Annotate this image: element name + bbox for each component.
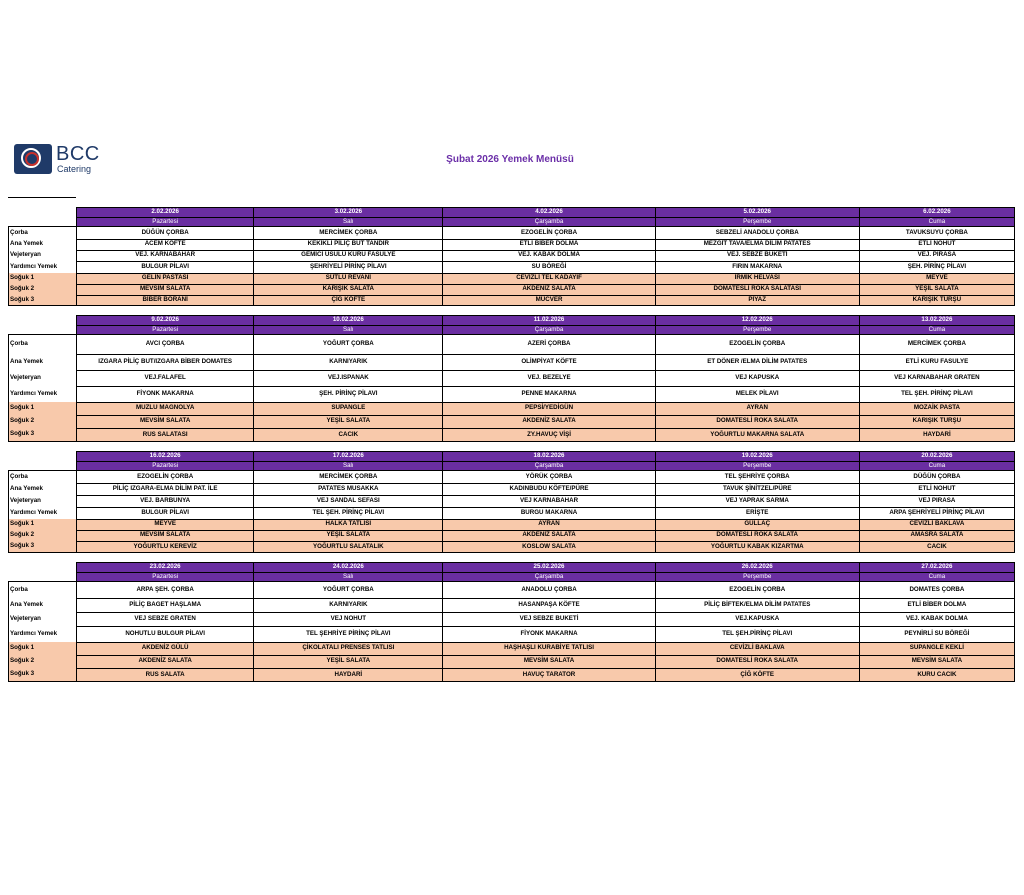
menu-item: AMASRA SALATA: [859, 530, 1014, 541]
menu-item: HAŞHAŞLI KURABİYE TATLISI: [443, 642, 655, 655]
menu-item: NOHUTLU BULGUR PİLAVI: [77, 626, 254, 642]
date-header: 20.02.2026: [859, 452, 1014, 462]
menu-item: KEKİKLİ PİLİÇ BUT TANDIR: [254, 239, 443, 250]
menu-row: [9, 239, 1015, 250]
menu-item: SUPANGLE: [254, 402, 443, 415]
menu-item: YOĞURT ÇORBA: [254, 335, 443, 355]
day-header: Çarşamba: [443, 573, 655, 582]
day-header: Pazartesi: [77, 326, 254, 335]
menu-item: RUS SALATA: [77, 668, 254, 682]
menu-row: [9, 471, 1015, 484]
row-label: Soğuk 3: [9, 295, 77, 306]
menu-item: VEJ. BARBUNYA: [77, 495, 254, 507]
menu-row: [9, 598, 1015, 612]
menu-item: HAYDARİ: [254, 668, 443, 682]
menu-row: [9, 541, 1015, 553]
menu-item: KARNIYARIK: [254, 598, 443, 612]
menu-item: AVCI ÇORBA: [77, 335, 254, 355]
row-label: Soğuk 1: [9, 273, 77, 284]
menu-item: DOMATESLİ ROKA SALATA: [655, 415, 859, 428]
menu-item: VEJ PIRASA: [859, 495, 1014, 507]
menu-item: TEL ŞEH. PİRİNÇ PİLAVI: [254, 507, 443, 519]
menu-row: [9, 495, 1015, 507]
date-header: 12.02.2026: [655, 316, 859, 326]
menu-item: FİYONK MAKARNA: [443, 626, 655, 642]
row-label: Soğuk 3: [9, 428, 77, 442]
day-header: Perşembe: [655, 326, 859, 335]
menu-item: YOĞURTLU KEREVİZ: [77, 541, 254, 553]
row-label: Ana Yemek: [9, 354, 77, 370]
menu-item: MOZAİK PASTA: [859, 402, 1014, 415]
menu-item: VEJ. SEBZE BUKETİ: [655, 250, 859, 261]
menu-item: ETLİ BİBER DOLMA: [443, 239, 655, 250]
menu-row: [9, 402, 1015, 415]
day-header: Pazartesi: [77, 573, 254, 582]
menu-item: VEJ NOHUT: [254, 612, 443, 626]
day-header: Çarşamba: [443, 326, 655, 335]
week-table: [8, 207, 1015, 306]
menu-item: KARIŞIK SALATA: [254, 284, 443, 295]
date-header: 17.02.2026: [254, 452, 443, 462]
menu-item: VEJ KARNABAHAR GRATEN: [859, 370, 1014, 386]
menu-item: VEJ. PIRASA: [859, 250, 1014, 261]
menu-item: SUPANGLE KEKLİ: [859, 642, 1014, 655]
menu-item: TEL ŞEHRİYE PİRİNÇ PİLAVI: [254, 626, 443, 642]
menu-item: YEŞİL SALATA: [254, 530, 443, 541]
page-title: Şubat 2026 Yemek Menüsü: [446, 154, 574, 165]
row-label: Soğuk 2: [9, 284, 77, 295]
menu-row: [9, 519, 1015, 530]
menu-item: AZERİ ÇORBA: [443, 335, 655, 355]
row-label: Çorba: [9, 335, 77, 355]
menu-item: KADINBUDU KÖFTE/PÜRE: [443, 483, 655, 495]
menu-item: MELEK PİLAVI: [655, 386, 859, 402]
menu-item: VEJ.FALAFEL: [77, 370, 254, 386]
menu-row: [9, 626, 1015, 642]
row-label: Yardımcı Yemek: [9, 626, 77, 642]
menu-item: VEJ. BEZELYE: [443, 370, 655, 386]
date-header: 18.02.2026: [443, 452, 655, 462]
menu-item: KARIŞIK TURŞU: [859, 415, 1014, 428]
date-header: 2.02.2026: [77, 208, 254, 218]
menu-item: VEJ.ISPANAK: [254, 370, 443, 386]
menu-row: [9, 335, 1015, 355]
date-header: 10.02.2026: [254, 316, 443, 326]
menu-row: [9, 642, 1015, 655]
menu-row: [9, 370, 1015, 386]
menu-item: VEJ KAPUSKA: [655, 370, 859, 386]
date-header: 26.02.2026: [655, 563, 859, 573]
menu-item: PATATES MUSAKKA: [254, 483, 443, 495]
menu-item: ARPA ŞEHRİYELİ PİRİNÇ PİLAVI: [859, 507, 1014, 519]
menu-item: MEVSİM SALATA: [77, 415, 254, 428]
menu-item: MEVSİM SALATA: [77, 284, 254, 295]
menu-item: ANADOLU ÇORBA: [443, 582, 655, 599]
row-label: Çorba: [9, 471, 77, 484]
menu-row: [9, 386, 1015, 402]
menu-item: GELİN PASTASI: [77, 273, 254, 284]
brand-logo: [14, 144, 114, 176]
row-label: Soğuk 1: [9, 402, 77, 415]
menu-item: HAVUÇ TARATOR: [443, 668, 655, 682]
menu-item: DOMATESLİ ROKA SALATA: [655, 530, 859, 541]
menu-row: [9, 582, 1015, 599]
menu-item: YEŞİL SALATA: [254, 415, 443, 428]
row-label: Vejeteryan: [9, 250, 77, 261]
menu-item: KURU CACIK: [859, 668, 1014, 682]
menu-item: SÜTLÜ REVANİ: [254, 273, 443, 284]
row-label: Soğuk 1: [9, 642, 77, 655]
week-table: [8, 315, 1015, 442]
menu-item: VEJ. KABAK DOLMA: [443, 250, 655, 261]
menu-item: ÇİĞ KÖFTE: [254, 295, 443, 306]
menu-row: [9, 655, 1015, 668]
menu-item: ŞEHRİYELİ PİRİNÇ PİLAVI: [254, 261, 443, 273]
menu-item: YOĞURTLU MAKARNA SALATA: [655, 428, 859, 442]
menu-item: VEJ KARNABAHAR: [443, 495, 655, 507]
date-header: 3.02.2026: [254, 208, 443, 218]
menu-item: PİLİÇ BİFTEK/ELMA DİLİM PATATES: [655, 598, 859, 612]
date-header: 5.02.2026: [655, 208, 859, 218]
menu-item: VEJ SEBZE GRATEN: [77, 612, 254, 626]
menu-item: EZOGELİN ÇORBA: [655, 582, 859, 599]
day-header: Cuma: [859, 462, 1014, 471]
menu-item: SU BÖREĞİ: [443, 261, 655, 273]
menu-item: VEJ SANDAL SEFASI: [254, 495, 443, 507]
day-header: Salı: [254, 462, 443, 471]
menu-item: TAVUKSUYU ÇORBA: [859, 227, 1014, 240]
menu-item: VEJ.KAPUSKA: [655, 612, 859, 626]
date-header: 24.02.2026: [254, 563, 443, 573]
menu-item: ŞEH. PİRİNÇ PİLAVI: [859, 261, 1014, 273]
menu-item: BULGUR PİLAVI: [77, 507, 254, 519]
day-header: Salı: [254, 218, 443, 227]
row-label: Vejeteryan: [9, 495, 77, 507]
menu-item: AKDENİZ SALATA: [443, 415, 655, 428]
menu-item: RUS SALATASI: [77, 428, 254, 442]
menu-item: BURGU MAKARNA: [443, 507, 655, 519]
menu-item: AKDENİZ SALATA: [77, 655, 254, 668]
menu-item: İRMİK HELVASI: [655, 273, 859, 284]
row-label: Çorba: [9, 227, 77, 240]
menu-item: KOSLOW SALATA: [443, 541, 655, 553]
menu-item: ÇİKOLATALI PRENSES TATLISI: [254, 642, 443, 655]
week-table: [8, 562, 1015, 682]
row-label: Ana Yemek: [9, 483, 77, 495]
menu-item: FİYONK MAKARNA: [77, 386, 254, 402]
date-header: 27.02.2026: [859, 563, 1014, 573]
menu-item: ARPA ŞEH. ÇORBA: [77, 582, 254, 599]
menu-item: SEBZELİ ANADOLU ÇORBA: [655, 227, 859, 240]
menu-row: [9, 295, 1015, 306]
menu-item: HAYDARİ: [859, 428, 1014, 442]
row-label: Yardımcı Yemek: [9, 386, 77, 402]
menu-item: MEYVE: [859, 273, 1014, 284]
date-header: 25.02.2026: [443, 563, 655, 573]
menu-item: MUZLU MAGNOLYA: [77, 402, 254, 415]
day-header: Pazartesi: [77, 462, 254, 471]
menu-item: MERCİMEK ÇORBA: [859, 335, 1014, 355]
day-header: Pazartesi: [77, 218, 254, 227]
menu-item: PİYAZ: [655, 295, 859, 306]
logo-name: BCC: [56, 143, 100, 165]
menu-item: AKDENİZ SALATA: [443, 284, 655, 295]
day-header: Salı: [254, 573, 443, 582]
menu-item: EZOGELİN ÇORBA: [77, 471, 254, 484]
menu-item: MEVSİM SALATA: [77, 530, 254, 541]
menu-item: YOĞURTLU KABAK KIZARTMA: [655, 541, 859, 553]
day-header: Cuma: [859, 218, 1014, 227]
menu-item: ET DÖNER /ELMA DİLİM PATATES: [655, 354, 859, 370]
menu-row: [9, 668, 1015, 682]
row-label: Soğuk 2: [9, 415, 77, 428]
menu-item: EZOGELİN ÇORBA: [655, 335, 859, 355]
menu-item: CEVİZLİ TEL KADAYIF: [443, 273, 655, 284]
menu-item: VEJ SEBZE BUKETİ: [443, 612, 655, 626]
menu-row: [9, 415, 1015, 428]
day-header: Cuma: [859, 573, 1014, 582]
menu-row: [9, 250, 1015, 261]
row-label: Çorba: [9, 582, 77, 599]
menu-item: MEZGİT TAVA/ELMA DİLİM PATATES: [655, 239, 859, 250]
date-header: 4.02.2026: [443, 208, 655, 218]
logo-emblem-icon: [14, 144, 52, 174]
menu-item: ERİŞTE: [655, 507, 859, 519]
menu-item: AKDENİZ SALATA: [443, 530, 655, 541]
date-header: 9.02.2026: [77, 316, 254, 326]
menu-row: [9, 530, 1015, 541]
menu-row: [9, 261, 1015, 273]
menu-item: ETLİ NOHUT: [859, 239, 1014, 250]
logo-subtitle: Catering: [57, 164, 92, 174]
menu-item: ÇİĞ KÖFTE: [655, 668, 859, 682]
menu-item: TEL ŞEHRİYE ÇORBA: [655, 471, 859, 484]
menu-item: YOĞURT ÇORBA: [254, 582, 443, 599]
menu-item: VEJ. KARNABAHAR: [77, 250, 254, 261]
menu-item: MERCİMEK ÇORBA: [254, 227, 443, 240]
row-label: Yardımcı Yemek: [9, 261, 77, 273]
menu-item: CACIK: [859, 541, 1014, 553]
menu-item: PİLİÇ BAGET HAŞLAMA: [77, 598, 254, 612]
week-table: [8, 451, 1015, 553]
menu-item: CEVİZLİ BAKLAVA: [859, 519, 1014, 530]
menu-item: DOMATESLİ ROKA SALATA: [655, 655, 859, 668]
row-label: Soğuk 1: [9, 519, 77, 530]
menu-item: DÜĞÜN ÇORBA: [77, 227, 254, 240]
menu-item: MEVSİM SALATA: [443, 655, 655, 668]
menu-item: PENNE MAKARNA: [443, 386, 655, 402]
menu-item: OLİMPİYAT KÖFTE: [443, 354, 655, 370]
menu-item: PİLİÇ IZGARA-ELMA DİLİM PAT. İLE: [77, 483, 254, 495]
menu-item: MERCİMEK ÇORBA: [254, 471, 443, 484]
date-header: 16.02.2026: [77, 452, 254, 462]
menu-item: PEYNİRLİ SU BÖREĞİ: [859, 626, 1014, 642]
menu-row: [9, 428, 1015, 442]
day-header: Perşembe: [655, 573, 859, 582]
menu-item: GEMİCİ USULÜ KURU FASULYE: [254, 250, 443, 261]
menu-item: YEŞİL SALATA: [254, 655, 443, 668]
day-header: Perşembe: [655, 462, 859, 471]
menu-item: PEPSİ/YEDİGÜN: [443, 402, 655, 415]
date-header: 6.02.2026: [859, 208, 1014, 218]
row-label: Soğuk 2: [9, 655, 77, 668]
menu-item: ŞEH. PİRİNÇ PİLAVI: [254, 386, 443, 402]
menu-item: KARIŞIK TURŞU: [859, 295, 1014, 306]
menu-item: MEYVE: [77, 519, 254, 530]
menu-item: AYRAN: [443, 519, 655, 530]
menu-item: ACEM KÖFTE: [77, 239, 254, 250]
menu-item: TEL ŞEH.PİRİNÇ PİLAVI: [655, 626, 859, 642]
menu-item: CEVİZLİ BAKLAVA: [655, 642, 859, 655]
divider-line: [8, 197, 76, 198]
menu-item: EZOGELİN ÇORBA: [443, 227, 655, 240]
menu-row: [9, 354, 1015, 370]
day-header: Çarşamba: [443, 462, 655, 471]
menu-item: HASANPAŞA KÖFTE: [443, 598, 655, 612]
menu-item: ZY.HAVUÇ VİŞİ: [443, 428, 655, 442]
menu-item: IZGARA PİLİÇ BUT/IZGARA BİBER DOMATES: [77, 354, 254, 370]
date-header: 13.02.2026: [859, 316, 1014, 326]
day-header: Salı: [254, 326, 443, 335]
date-header: 23.02.2026: [77, 563, 254, 573]
menu-row: [9, 273, 1015, 284]
menu-item: MÜCVER: [443, 295, 655, 306]
menu-item: AKDENİZ GÜLÜ: [77, 642, 254, 655]
menu-item: YEŞİL SALATA: [859, 284, 1014, 295]
row-label: Vejeteryan: [9, 612, 77, 626]
date-header: 11.02.2026: [443, 316, 655, 326]
menu-item: DOMATESLİ ROKA SALATASI: [655, 284, 859, 295]
date-header: 19.02.2026: [655, 452, 859, 462]
menu-item: HALKA TATLISI: [254, 519, 443, 530]
menu-item: CACIK: [254, 428, 443, 442]
menu-item: ETLİ KURU FASULYE: [859, 354, 1014, 370]
menu-item: AYRAN: [655, 402, 859, 415]
menu-item: DOMATES ÇORBA: [859, 582, 1014, 599]
menu-row: [9, 483, 1015, 495]
menu-item: GÜLLAÇ: [655, 519, 859, 530]
menu-item: DÜĞÜN ÇORBA: [859, 471, 1014, 484]
row-label: Soğuk 3: [9, 541, 77, 553]
menu-item: ETLİ BİBER DOLMA: [859, 598, 1014, 612]
menu-row: [9, 227, 1015, 240]
row-label: Vejeteryan: [9, 370, 77, 386]
menu-item: VEJ. KABAK DOLMA: [859, 612, 1014, 626]
menu-item: BİBER BORANİ: [77, 295, 254, 306]
menu-item: VEJ YAPRAK SARMA: [655, 495, 859, 507]
menu-item: TEL ŞEH. PİRİNÇ PİLAVI: [859, 386, 1014, 402]
row-label: Ana Yemek: [9, 598, 77, 612]
menu-item: BULGUR PİLAVI: [77, 261, 254, 273]
row-label: Yardımcı Yemek: [9, 507, 77, 519]
menu-row: [9, 284, 1015, 295]
menu-item: KARNIYARIK: [254, 354, 443, 370]
menu-item: TAVUK ŞİNİTZEL/PÜRE: [655, 483, 859, 495]
menu-item: FIRIN MAKARNA: [655, 261, 859, 273]
row-label: Ana Yemek: [9, 239, 77, 250]
day-header: Çarşamba: [443, 218, 655, 227]
menu-item: YÖRÜK ÇORBA: [443, 471, 655, 484]
menu-item: YOĞURTLU SALATALIK: [254, 541, 443, 553]
menu-row: [9, 507, 1015, 519]
row-label: Soğuk 3: [9, 668, 77, 682]
menu-item: MEVSİM SALATA: [859, 655, 1014, 668]
day-header: Cuma: [859, 326, 1014, 335]
row-label: Soğuk 2: [9, 530, 77, 541]
day-header: Perşembe: [655, 218, 859, 227]
menu-row: [9, 612, 1015, 626]
menu-tables: [8, 207, 1015, 691]
menu-item: ETLİ NOHUT: [859, 483, 1014, 495]
